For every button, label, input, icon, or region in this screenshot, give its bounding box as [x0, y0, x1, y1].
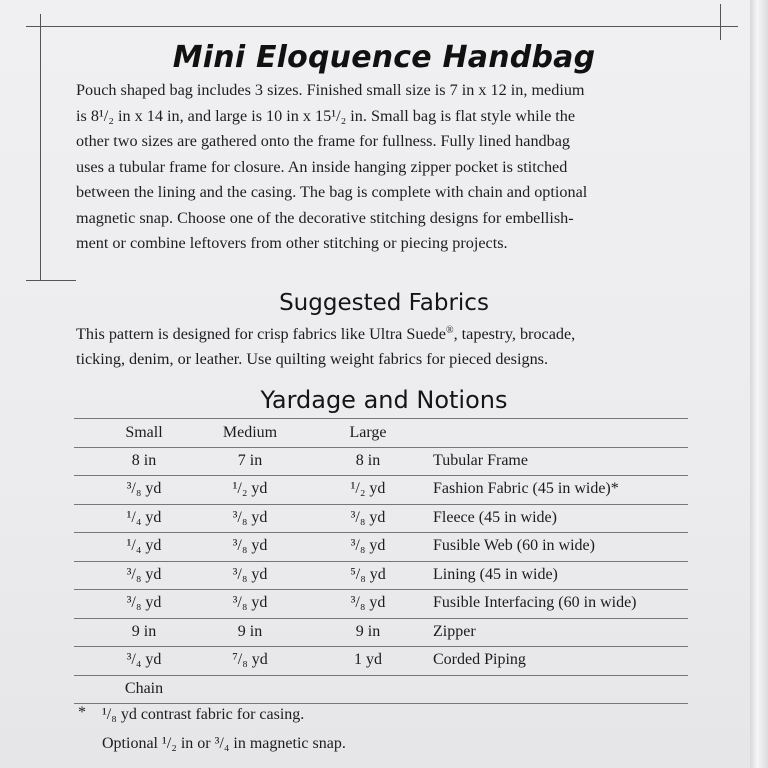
intro-line: Pouch shaped bag includes 3 sizes. Finished small size is 7 in x 12 in, medium — [76, 81, 585, 99]
cell-medium: 7 in — [237, 451, 263, 469]
cell-large: ³/₈ yd — [350, 537, 386, 554]
cell-small: ³/₈ yd — [126, 480, 162, 497]
fabrics-line: ticking, denim, or leather. Use quilting weight fabrics for pieced designs. — [76, 350, 549, 368]
cell-small: 8 in — [131, 451, 157, 469]
cell-large: 9 in — [355, 622, 381, 640]
table-row — [74, 589, 688, 618]
table-row — [74, 447, 688, 476]
intro-line: ment or combine leftovers from other stitching or piecing projects. — [76, 234, 508, 252]
contrast-fabric-note: ¹/₈ yd contrast fabric for casing. — [102, 706, 305, 723]
fabrics-line — [76, 318, 716, 347]
yardage-table — [74, 418, 688, 704]
crop-mark-top-right — [720, 4, 721, 40]
crop-mark-bottom-left — [26, 280, 76, 281]
intro-line: other two sizes are gathered onto the frame for fullness. Fully lined handbag — [76, 132, 571, 150]
cell-item: Fleece (45 in wide) — [433, 508, 557, 526]
cell-large: ³/₈ yd — [350, 594, 386, 611]
column-header-large: Large — [349, 424, 387, 441]
cell-small: ¹/₄ yd — [126, 508, 162, 526]
cell-item: Fusible Interfacing (60 in wide) — [433, 594, 637, 611]
top-rule — [26, 26, 738, 27]
table-row — [74, 532, 688, 561]
cell-item: Corded Piping — [433, 651, 526, 668]
yardage-heading: Yardage and Notions — [260, 386, 508, 414]
cell-large: ¹/₂ yd — [350, 480, 386, 497]
cell-medium: ³/₈ yd — [232, 594, 268, 611]
table-row — [74, 646, 688, 675]
column-header-medium: Medium — [222, 424, 278, 441]
cell-item: Lining (45 in wide) — [433, 565, 558, 583]
cell-small: ¹/₄ yd — [126, 537, 162, 554]
table-row — [74, 618, 688, 647]
column-header-small: Small — [125, 424, 163, 441]
table-row — [74, 504, 688, 533]
intro-paragraph — [76, 78, 716, 257]
asterisk-mark: * — [78, 704, 86, 721]
cell-large: 1 yd — [354, 651, 382, 668]
suggested-fabrics-heading: Suggested Fabrics — [279, 290, 489, 316]
cell-medium: ⁷/₈ yd — [232, 651, 268, 668]
table-row — [74, 675, 688, 705]
suggested-fabrics-text — [76, 318, 716, 372]
cell-large: ³/₈ yd — [350, 508, 386, 526]
table-row — [74, 475, 688, 504]
cell-medium: ³/₈ yd — [232, 565, 268, 583]
intro-line: magnetic snap. Choose one of the decorative stitching designs for embellish- — [76, 208, 574, 227]
cell-large: 8 in — [355, 451, 381, 469]
cell-small: ³/₄ yd — [126, 651, 162, 668]
table-header-row — [74, 418, 688, 447]
intro-line: uses a tubular frame for closure. An inside hanging zipper pocket is stitched — [76, 157, 568, 176]
intro-line: between the lining and the casing. The bag is complete with chain and optional — [76, 183, 588, 201]
registered-mark: ® — [445, 325, 454, 336]
cell-medium: ³/₈ yd — [232, 537, 268, 554]
cell-item: Fusible Web (60 in wide) — [433, 537, 595, 554]
cell-medium: ³/₈ yd — [232, 508, 268, 526]
cell-item: Zipper — [433, 622, 476, 640]
cell-small: ³/₈ yd — [126, 594, 162, 611]
cell-item: Tubular Frame — [433, 451, 528, 469]
intro-line: is 8¹/₂ in x 14 in, and large is 10 in x 15¹/₂ in. Small bag is flat style while the — [76, 106, 576, 125]
page-edge — [750, 0, 768, 768]
magnetic-snap-note: Optional ¹/₂ in or ³/₄ in magnetic snap. — [102, 735, 346, 752]
table-row — [74, 561, 688, 590]
cell-small: Chain — [124, 679, 164, 697]
cell-small: 9 in — [131, 622, 157, 640]
cell-medium: ¹/₂ yd — [232, 480, 268, 497]
fabrics-line-post: , tapestry, brocade, — [453, 325, 576, 343]
cell-large: ⁵/₈ yd — [350, 565, 386, 583]
cell-medium: 9 in — [237, 622, 263, 640]
fabrics-line-pre: This pattern is designed for crisp fabrics like Ultra Suede — [76, 325, 446, 343]
cell-item: Fashion Fabric (45 in wide)* — [433, 480, 619, 497]
cell-small: ³/₈ yd — [126, 565, 162, 583]
page-title: Mini Eloquence Handbag — [172, 40, 596, 75]
